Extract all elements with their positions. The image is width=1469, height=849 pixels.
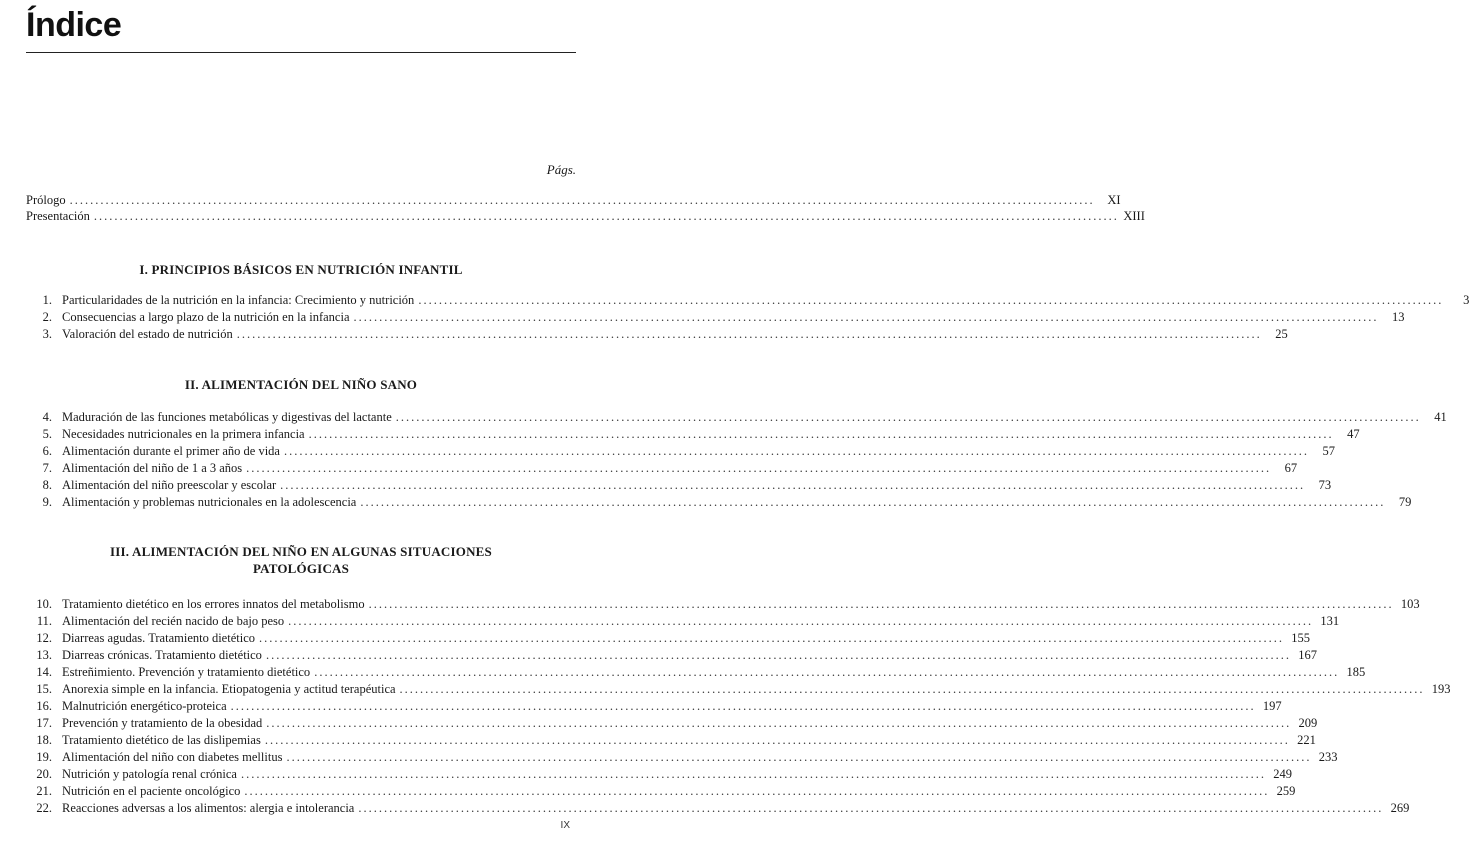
toc-entry-number: 18. xyxy=(36,733,52,747)
toc-entry-number: 19. xyxy=(36,750,52,764)
dot-leader: ........................................................................................................................................................................................................ xyxy=(240,767,1266,781)
toc-entry[interactable] xyxy=(26,766,1292,782)
toc-entry-page: 131 xyxy=(1320,614,1340,628)
toc-entry-number: 16. xyxy=(36,699,52,713)
dot-leader: ........................................................................................................................................................................................................ xyxy=(266,716,1292,730)
toc-entry-title: Alimentación del niño preescolar y escolar xyxy=(62,478,277,492)
toc-entry-page: 73 xyxy=(1318,478,1332,492)
dot-leader: ........................................................................................................................................................................................................ xyxy=(353,310,1379,324)
toc-entry-number: 12. xyxy=(36,631,52,645)
toc-entry[interactable] xyxy=(26,749,1338,765)
toc-entry-title: Necesidades nutricionales en la primera infancia xyxy=(62,427,305,441)
toc-entry[interactable] xyxy=(26,309,1405,325)
toc-entry-number: 6. xyxy=(42,444,52,458)
toc-entry[interactable] xyxy=(26,426,1360,442)
toc-entry-page: 67 xyxy=(1284,461,1298,475)
dot-leader: ........................................................................................................................................................................................................ xyxy=(308,427,1334,441)
toc-entry[interactable] xyxy=(26,715,1318,731)
toc-entry[interactable] xyxy=(26,681,1451,697)
toc-entry-title: Diarreas crónicas. Tratamiento dietético xyxy=(62,648,262,662)
section-heading-2 xyxy=(26,376,576,393)
toc-entry[interactable] xyxy=(26,494,1412,510)
dot-leader: ........................................................................................................................................................................................................ xyxy=(314,665,1340,679)
dot-leader: ........................................................................................................................................................................................................ xyxy=(399,682,1425,696)
toc-entry-number: 20. xyxy=(36,767,52,781)
toc-entry[interactable] xyxy=(26,630,1310,646)
toc-entry-title: Malnutrición energético-proteica xyxy=(62,699,227,713)
toc-entry-page: 197 xyxy=(1262,699,1282,713)
dot-leader: ........................................................................................................................................................................................................ xyxy=(69,193,1095,207)
toc-entry[interactable] xyxy=(26,326,1288,342)
toc-entry-number: 4. xyxy=(42,410,52,424)
toc-entry-title: Tratamiento dietético en los errores innatos del metabolismo xyxy=(62,597,365,611)
toc-entry-number: 9. xyxy=(42,495,52,509)
toc-entry[interactable] xyxy=(26,409,1447,425)
toc-entry-page: 41 xyxy=(1434,410,1447,424)
toc-entry-title: Diarreas agudas. Tratamiento dietético xyxy=(62,631,255,645)
dot-leader: ........................................................................................................................................................................................................ xyxy=(288,614,1314,628)
toc-entry-number: 5. xyxy=(42,427,52,441)
toc-entry-page: 185 xyxy=(1346,665,1366,679)
section-heading-1 xyxy=(26,261,576,278)
toc-entry-page: 155 xyxy=(1291,631,1310,645)
toc-entry[interactable] xyxy=(26,292,1469,308)
page-title: Índice xyxy=(26,6,122,44)
toc-entry-number: 14. xyxy=(36,665,52,679)
toc-entry[interactable] xyxy=(26,732,1316,748)
dot-leader: ........................................................................................................................................................................................................ xyxy=(236,327,1262,341)
dot-leader: ........................................................................................................................................................................................................ xyxy=(259,631,1284,645)
toc-entry-page: 103 xyxy=(1400,597,1420,611)
toc-entry-page: 13 xyxy=(1392,310,1405,324)
toc-entry[interactable] xyxy=(26,664,1366,680)
toc-entry-page: 167 xyxy=(1298,648,1317,662)
toc-entry[interactable] xyxy=(26,800,1410,816)
toc-entry-number: 2. xyxy=(42,310,52,324)
toc-entry[interactable] xyxy=(26,647,1317,663)
toc-entry-page: 3 xyxy=(1463,293,1469,307)
dot-leader: ........................................................................................................................................................................................................ xyxy=(93,209,1119,223)
toc-entry-prologo[interactable] xyxy=(26,192,1121,208)
dot-leader: ........................................................................................................................................................................................................ xyxy=(230,699,1256,713)
section-heading-line: PATOLÓGICAS xyxy=(252,561,350,576)
toc-entry-title: Alimentación y problemas nutricionales en la adolescencia xyxy=(62,495,357,509)
toc-entry[interactable] xyxy=(26,596,1420,612)
toc-entry-title: Alimentación del recién nacido de bajo peso xyxy=(62,614,285,628)
pags-label: Págs. xyxy=(546,162,576,177)
toc-entry[interactable] xyxy=(26,477,1332,493)
toc-entry-title: Prevención y tratamiento de la obesidad xyxy=(62,716,263,730)
toc-entry-number: 17. xyxy=(36,716,52,730)
toc-entry-page: 79 xyxy=(1398,495,1412,509)
dot-leader: ........................................................................................................................................................................................................ xyxy=(368,597,1394,611)
toc-entry-number: 13. xyxy=(36,648,52,662)
toc-entry-page: 259 xyxy=(1276,784,1296,798)
toc-entry-title: Estreñimiento. Prevención y tratamiento dietético xyxy=(62,665,311,679)
toc-entry-page: 269 xyxy=(1390,801,1410,815)
dot-leader: ........................................................................................................................................................................................................ xyxy=(244,784,1270,798)
dot-leader: ........................................................................................................................................................................................................ xyxy=(358,801,1384,815)
toc-entry-number: 1. xyxy=(42,293,52,307)
toc-entry[interactable] xyxy=(26,460,1298,476)
toc-entry-title: Valoración del estado de nutrición xyxy=(62,327,233,341)
dot-leader: ........................................................................................................................................................................................................ xyxy=(264,733,1290,747)
toc-entry[interactable] xyxy=(26,443,1335,459)
toc-entry-title: Tratamiento dietético de las dislipemias xyxy=(62,733,261,747)
toc-entry-title: Anorexia simple en la infancia. Etiopatogenia y actitud terapéutica xyxy=(62,682,396,696)
toc-entry-page: 57 xyxy=(1322,444,1335,458)
section-heading-line: II. ALIMENTACIÓN DEL NIÑO SANO xyxy=(184,377,418,392)
toc-entry-page: XIII xyxy=(1123,209,1145,223)
dot-leader: ........................................................................................................................................................................................................ xyxy=(360,495,1386,509)
toc-entry-page: 233 xyxy=(1318,750,1338,764)
dot-leader: ........................................................................................................................................................................................................ xyxy=(246,461,1272,475)
dot-leader: ........................................................................................................................................................................................................ xyxy=(418,293,1444,307)
toc-entry-title: Presentación xyxy=(26,209,90,223)
toc-entry-number: 15. xyxy=(36,682,52,696)
section-heading-line: I. PRINCIPIOS BÁSICOS EN NUTRICIÓN INFANTIL xyxy=(139,262,463,277)
section-heading-3 xyxy=(26,543,576,577)
toc-entry-page: 249 xyxy=(1273,767,1292,781)
toc-entry-title: Alimentación durante el primer año de vida xyxy=(62,444,280,458)
toc-entry-presentacion[interactable] xyxy=(26,208,1145,224)
toc-entry-page: XI xyxy=(1107,193,1121,207)
toc-entry-title: Alimentación del niño con diabetes mellitus xyxy=(62,750,283,764)
dot-leader: ........................................................................................................................................................................................................ xyxy=(286,750,1312,764)
page-number: IX xyxy=(560,820,570,831)
section-heading-line: III. ALIMENTACIÓN DEL NIÑO EN ALGUNAS SITUACIONES xyxy=(110,544,492,559)
toc-entry-title: Nutrición y patología renal crónica xyxy=(62,767,237,781)
toc-entry-page: 25 xyxy=(1275,327,1288,341)
toc-entry-number: 10. xyxy=(36,597,52,611)
toc-entry-page: 209 xyxy=(1298,716,1318,730)
toc-entry-number: 11. xyxy=(36,614,52,628)
toc-entry-title: Alimentación del niño de 1 a 3 años xyxy=(62,461,243,475)
toc-entry[interactable] xyxy=(26,698,1282,714)
toc-entry-title: Nutrición en el paciente oncológico xyxy=(62,784,241,798)
dot-leader: ........................................................................................................................................................................................................ xyxy=(283,444,1309,458)
toc-entry-title: Maduración de las funciones metabólicas y digestivas del lactante xyxy=(62,410,392,424)
toc-entry[interactable] xyxy=(26,783,1296,799)
toc-entry-number: 22. xyxy=(36,801,52,815)
toc-entry-page: 221 xyxy=(1297,733,1316,747)
dot-leader: ........................................................................................................................................................................................................ xyxy=(265,648,1291,662)
toc-entry-title: Particularidades de la nutrición en la infancia: Crecimiento y nutrición xyxy=(62,293,415,307)
toc-entry-number: 21. xyxy=(36,784,52,798)
toc-entry-title: Consecuencias a largo plazo de la nutrición en la infancia xyxy=(62,310,350,324)
dot-leader: ........................................................................................................................................................................................................ xyxy=(280,478,1306,492)
toc-entry-title: Prólogo xyxy=(26,193,66,207)
title-rule xyxy=(26,52,576,53)
toc-entry-number: 3. xyxy=(42,327,52,341)
toc-entry[interactable] xyxy=(26,613,1340,629)
dot-leader: ........................................................................................................................................................................................................ xyxy=(395,410,1421,424)
toc-entry-number: 8. xyxy=(42,478,52,492)
toc-entry-title: Reacciones adversas a los alimentos: alergia e intolerancia xyxy=(62,801,355,815)
toc-entry-page: 193 xyxy=(1431,682,1451,696)
toc-entry-page: 47 xyxy=(1347,427,1360,441)
toc-entry-number: 7. xyxy=(42,461,52,475)
